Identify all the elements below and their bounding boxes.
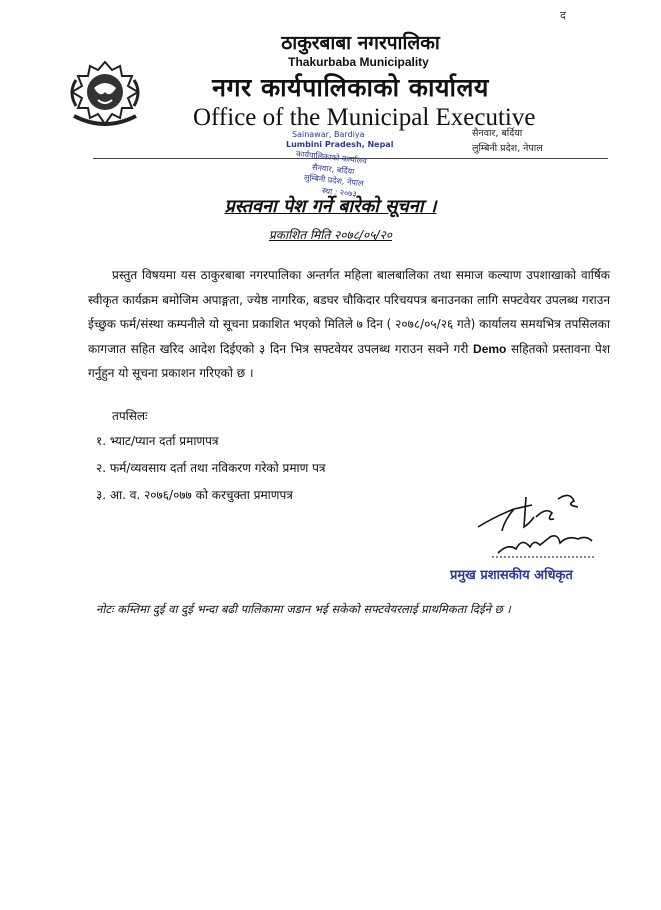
details-label: तपसिलः bbox=[112, 409, 148, 423]
corner-mark: द bbox=[560, 9, 566, 22]
stamp-line: कार्यपालिकाको कार्यालय bbox=[295, 149, 368, 166]
published-date-text: प्रकाशित मिति २०७८/०५/२० bbox=[268, 228, 393, 242]
list-item: ३. आ. व. २०७६/०७७ को करचुक्ता प्रमाणपत्र bbox=[96, 488, 293, 502]
stamp-line: Sainawar, Bardiya bbox=[292, 130, 365, 139]
notice-body-part1: प्रस्तुत विषयमा यस ठाकुरबाबा नगरपालिका अन्तर्गत महिला बालबालिका तथा समाज कल्याण उपशाखाको वार्षिक स्वीकृत कार्यक्रम बमोजिम अपाङ्गता, ज्येष्ठ नागरिक, बडघर चौकिदार परिचयपत्र बनाउनका लागि सफ्टवेयर उपलब्ध गराउन ईच्छुक फर्म/संस्था कम्पनीले यो सूचना प्रकाशित भएको मितिले ७ दिन ( २०७८/०५/२६ गते) कार्यालय समयभित्र तपसिलका कागजात सहित खरिद आदेश दिईएको ३ दिन भित्र सफ्टवेयर उपलब्ध गराउन सक्ने गरी bbox=[88, 268, 610, 356]
notice-body bbox=[88, 263, 610, 386]
demo-word: Demo bbox=[473, 341, 507, 356]
municipality-name-np: ठाकुरबाबा नगरपालिका bbox=[281, 32, 440, 54]
address-line-1: सैनवार, बर्दिया bbox=[472, 128, 523, 139]
stamp-line: लुम्बिनी प्रदेश, नेपाल bbox=[303, 172, 364, 189]
notice-body-part2: सहितको प्रस्तावना पेश गर्नुहुन यो सूचना प्रकाशन गरिएको छ । bbox=[88, 341, 610, 381]
municipality-name-en: Thakurbaba Municipality bbox=[288, 55, 429, 69]
list-item: २. फर्म/व्यवसाय दर्ता तथा नविकरण गरेको प्रमाण पत्र bbox=[96, 461, 326, 475]
notice-title bbox=[0, 194, 661, 218]
address-line-2: लुम्बिनी प्रदेश, नेपाल bbox=[472, 143, 543, 154]
document-list bbox=[96, 432, 326, 513]
published-date bbox=[0, 226, 661, 243]
stamp-line: स्था : २०७३ bbox=[321, 186, 357, 199]
signature bbox=[474, 487, 602, 565]
note: नोटः कम्तिमा दुई वा दुई भन्दा बढी पालिकामा जडान भई सकेको सफ्टवेयरलाई प्राथमिकता दिईने छ । bbox=[96, 602, 511, 616]
list-item: १. भ्याट/प्यान दर्ता प्रमाणपत्र bbox=[96, 434, 219, 448]
office-name-np: नगर कार्यपालिकाको कार्यालय bbox=[212, 73, 489, 102]
office-name-en: Office of the Municipal Executive bbox=[193, 104, 536, 131]
signatory-title: प्रमुख प्रशासकीय अधिकृत bbox=[450, 568, 573, 583]
notice-title-text: प्रस्तवना पेश गर्ने बारेको सूचना । bbox=[224, 196, 437, 217]
stamp-line: Lumbini Pradesh, Nepal bbox=[286, 140, 394, 149]
stamp-line: सैनवार, बर्दिया bbox=[311, 162, 355, 177]
